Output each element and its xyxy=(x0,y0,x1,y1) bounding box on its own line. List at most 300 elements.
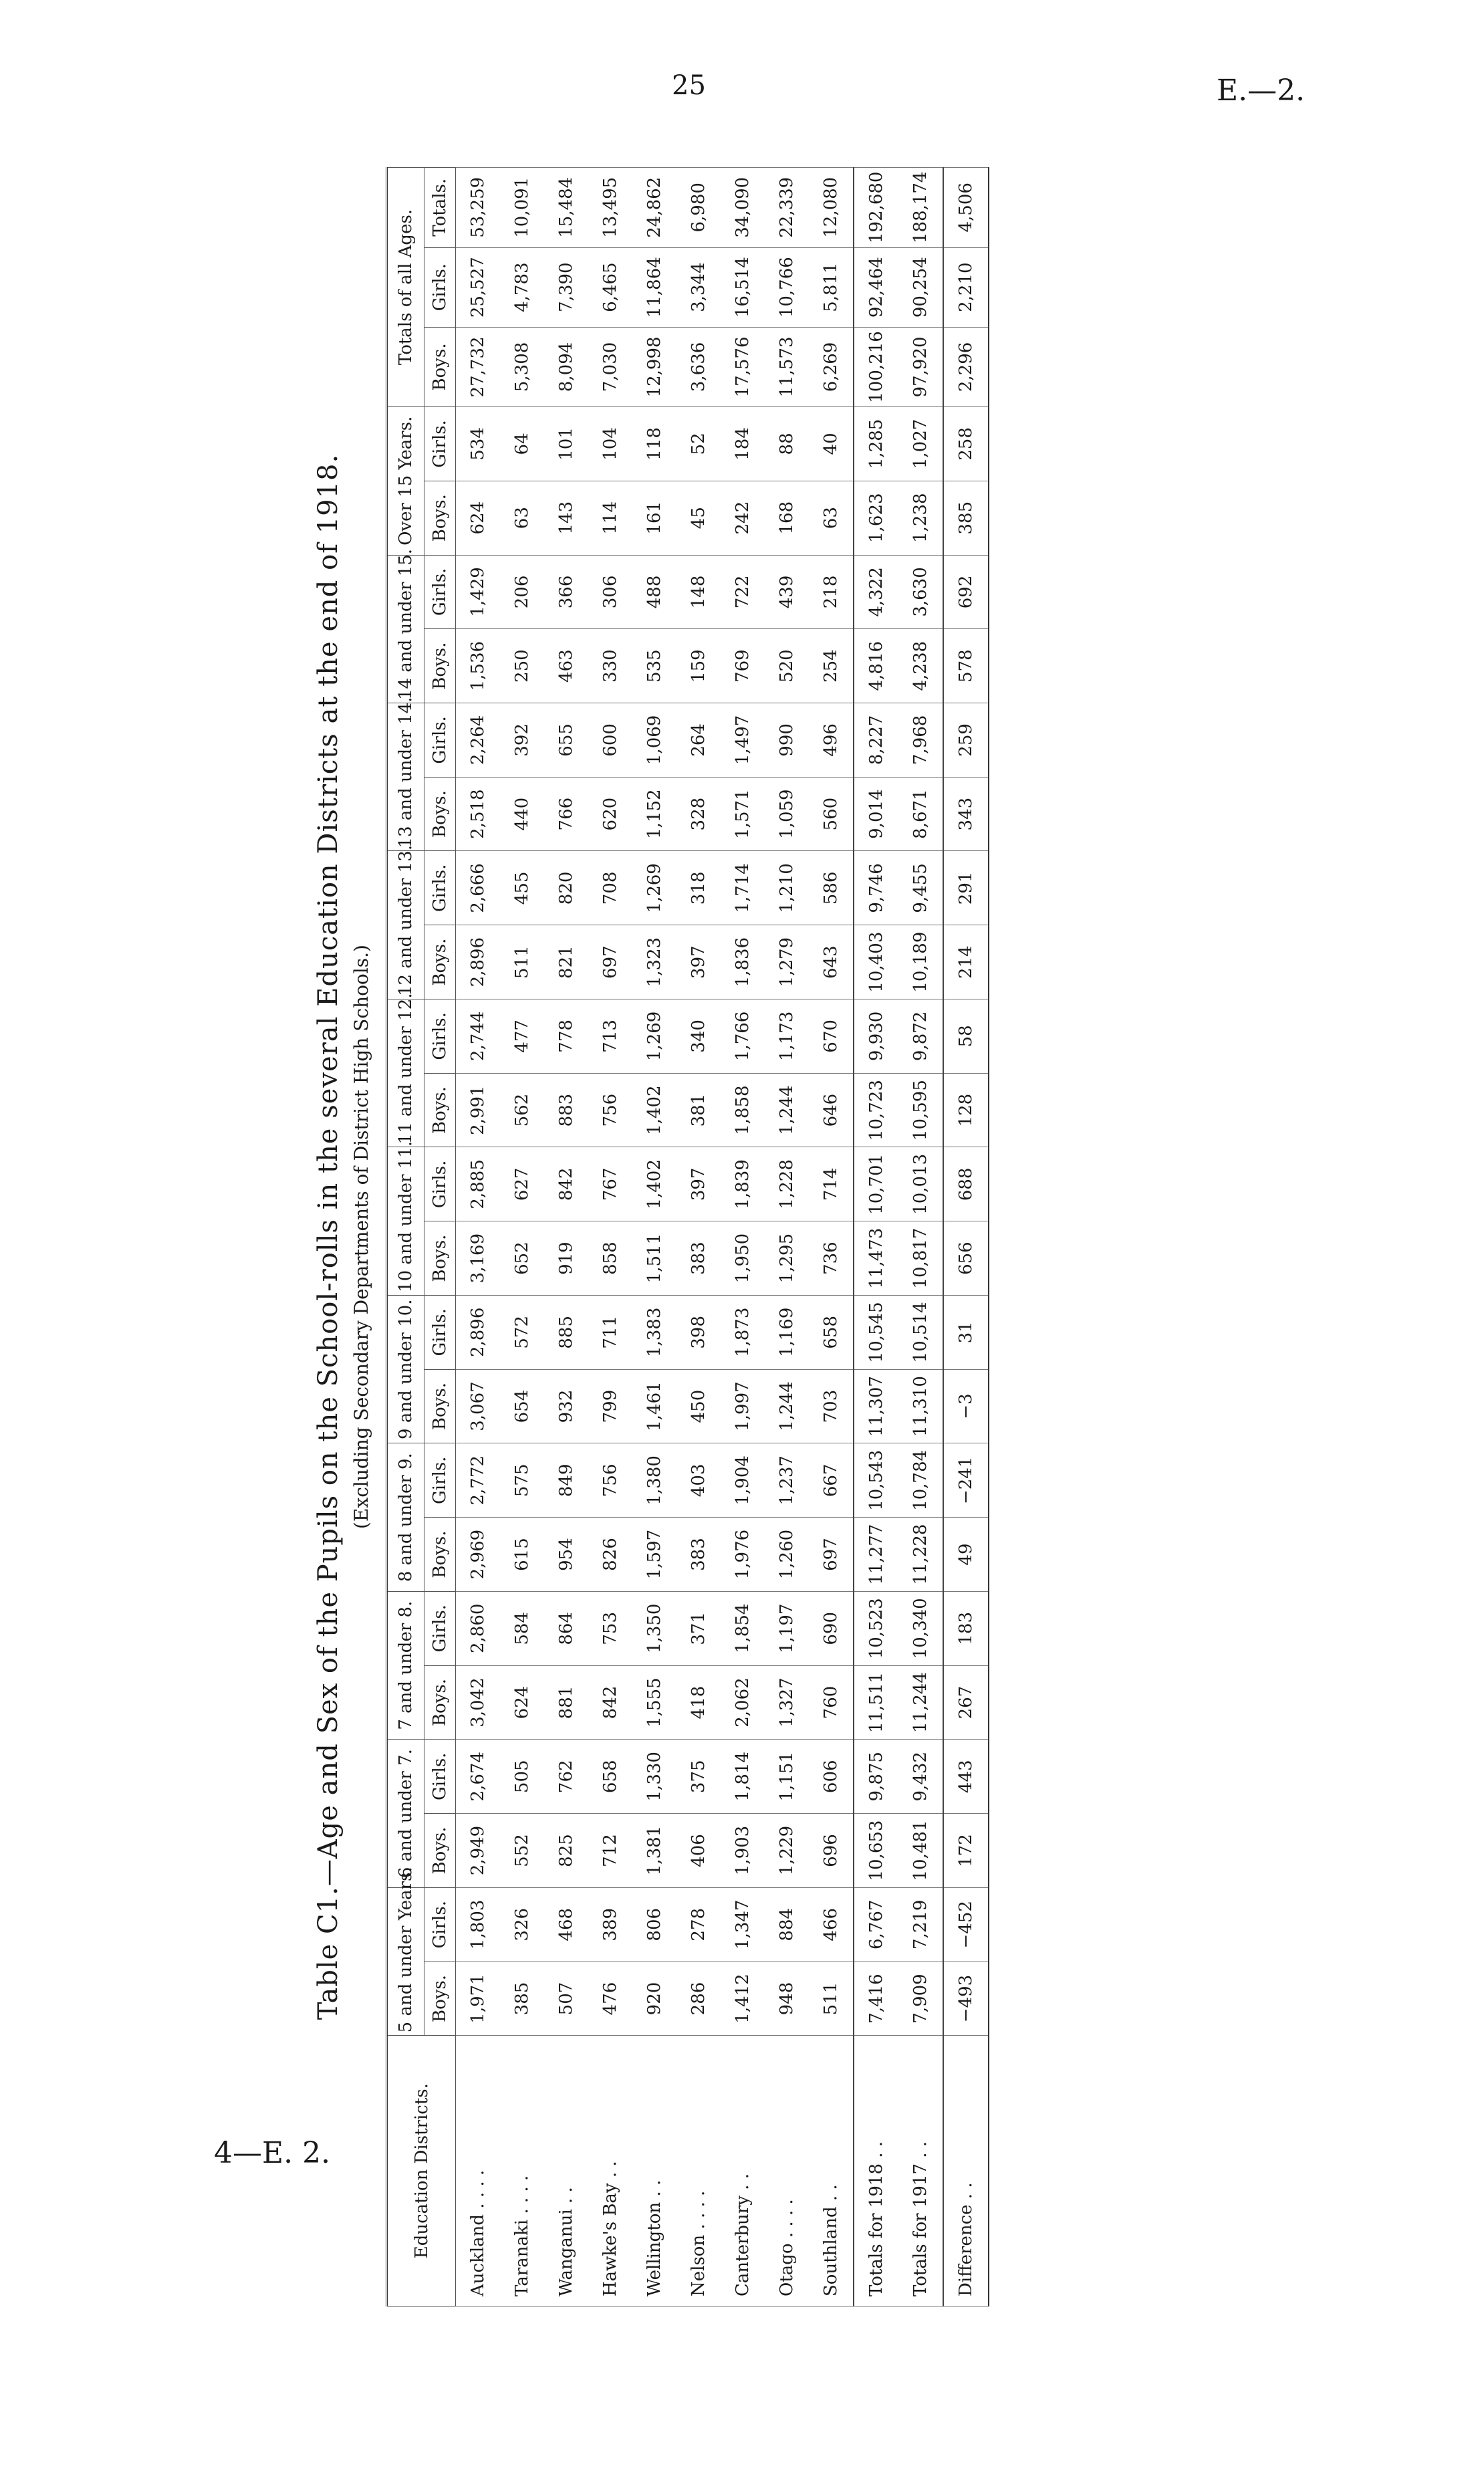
table-cell: 1,971 xyxy=(456,1962,501,2036)
table-cell: 371 xyxy=(676,1591,721,1665)
table-cell: 756 xyxy=(588,1443,632,1518)
table-cell: 806 xyxy=(632,1887,676,1962)
table-cell: 267 xyxy=(943,1665,989,1740)
table-cell: 1,330 xyxy=(632,1740,676,1814)
table-cell: 2,969 xyxy=(456,1518,501,1592)
age-group-header: 5 and under Years. xyxy=(387,1887,424,2035)
table-cell: 849 xyxy=(544,1443,588,1518)
girls-header: Girls. xyxy=(424,247,456,327)
table-cell: 63 xyxy=(809,481,854,555)
table-cell: 214 xyxy=(943,925,989,999)
table-cell: 670 xyxy=(809,999,854,1073)
table-cell: 25,527 xyxy=(456,247,501,327)
table-cell: 2,896 xyxy=(456,925,501,999)
table-row xyxy=(676,168,721,2306)
table-cell: 3,042 xyxy=(456,1665,501,1740)
district-name: Otago . . . . xyxy=(765,2036,809,2306)
table-row xyxy=(500,168,544,2306)
age-group-header: Totals of all Ages. xyxy=(387,168,424,407)
table-cell: 3,630 xyxy=(898,555,943,629)
table-cell: 9,014 xyxy=(854,777,898,851)
table-cell: 10,189 xyxy=(898,925,943,999)
table-cell: 22,339 xyxy=(765,168,809,248)
table-cell: 10,091 xyxy=(500,168,544,248)
girls-header: Girls. xyxy=(424,1591,456,1665)
girls-header: Girls. xyxy=(424,703,456,778)
table-cell: 11,277 xyxy=(854,1518,898,1592)
table-cell: 1,429 xyxy=(456,555,501,629)
age-group-header: 10 and under 11. xyxy=(387,1147,424,1295)
table-cell: 218 xyxy=(809,555,854,629)
table-cell: 3,344 xyxy=(676,247,721,327)
table-cell: 159 xyxy=(676,629,721,703)
age-group-header: 14 and under 15. xyxy=(387,555,424,703)
table-cell: 1,854 xyxy=(721,1591,765,1665)
table-cell: 1,381 xyxy=(632,1814,676,1888)
table-cell: 1,238 xyxy=(898,481,943,555)
table-cell: 13,495 xyxy=(588,168,632,248)
table-cell: 11,864 xyxy=(632,247,676,327)
table-cell: 443 xyxy=(943,1740,989,1814)
table-cell: 11,573 xyxy=(765,327,809,406)
boys-header: Boys. xyxy=(424,629,456,703)
table-cell: 826 xyxy=(588,1518,632,1592)
table-cell: 2,991 xyxy=(456,1073,501,1147)
table-cell: 250 xyxy=(500,629,544,703)
table-cell: 15,484 xyxy=(544,168,588,248)
table-cell: 188,174 xyxy=(898,168,943,248)
table-cell: 11,307 xyxy=(854,1369,898,1443)
table-cell: 11,228 xyxy=(898,1518,943,1592)
table-cell: 658 xyxy=(809,1295,854,1369)
table-cell: 254 xyxy=(809,629,854,703)
table-row xyxy=(721,168,765,2306)
table-cell: 1,536 xyxy=(456,629,501,703)
table-cell: 842 xyxy=(544,1147,588,1221)
table-cell: 885 xyxy=(544,1295,588,1369)
table-cell: 318 xyxy=(676,851,721,925)
table-cell: 534 xyxy=(456,407,501,481)
table-cell: 1,571 xyxy=(721,777,765,851)
table-cell: 646 xyxy=(809,1073,854,1147)
table-cell: 450 xyxy=(676,1369,721,1443)
table-cell: 1,997 xyxy=(721,1369,765,1443)
table-cell: 736 xyxy=(809,1221,854,1296)
table-cell: 1,839 xyxy=(721,1147,765,1221)
table-cell: 52 xyxy=(676,407,721,481)
age-group-header: 11 and under 12. xyxy=(387,999,424,1147)
table-cell: 864 xyxy=(544,1591,588,1665)
table-cell: 692 xyxy=(943,555,989,629)
district-name: Totals for 1917 . . xyxy=(898,2036,943,2306)
table-cell: 49 xyxy=(943,1518,989,1592)
table-cell: 10,013 xyxy=(898,1147,943,1221)
table-cell: 403 xyxy=(676,1443,721,1518)
table-cell: 6,767 xyxy=(854,1887,898,1962)
table-cell: 2,062 xyxy=(721,1665,765,1740)
table-cell: 27,732 xyxy=(456,327,501,406)
age-group-header: 6 and under 7. xyxy=(387,1740,424,1887)
table-cell: 4,816 xyxy=(854,629,898,703)
page-number: 25 xyxy=(672,70,706,101)
table-cell: 9,455 xyxy=(898,851,943,925)
table-cell: 183 xyxy=(943,1591,989,1665)
table-cell: 954 xyxy=(544,1518,588,1592)
table-cell: 114 xyxy=(588,481,632,555)
district-name: Canterbury . . xyxy=(721,2036,765,2306)
table-cell: 389 xyxy=(588,1887,632,1962)
table-cell: 1,714 xyxy=(721,851,765,925)
table-cell: 1,151 xyxy=(765,1740,809,1814)
table-cell: 118 xyxy=(632,407,676,481)
table-cell: 398 xyxy=(676,1295,721,1369)
table-cell: 11,473 xyxy=(854,1221,898,1296)
table-cell: 760 xyxy=(809,1665,854,1740)
page-reference: E.—2. xyxy=(1217,74,1306,108)
boys-header: Boys. xyxy=(424,1221,456,1296)
girls-header: Girls. xyxy=(424,1887,456,1962)
table-cell: 4,322 xyxy=(854,555,898,629)
table-cell: 286 xyxy=(676,1962,721,2036)
table-cell: 658 xyxy=(588,1740,632,1814)
table-cell: 624 xyxy=(500,1665,544,1740)
district-name: Southland . . xyxy=(809,2036,854,2306)
table-cell: 615 xyxy=(500,1518,544,1592)
boys-header: Boys. xyxy=(424,1073,456,1147)
table-cell: 624 xyxy=(456,481,501,555)
boys-header: Boys. xyxy=(424,1665,456,1740)
table-cell: 488 xyxy=(632,555,676,629)
table-cell: 1,597 xyxy=(632,1518,676,1592)
table-cell: −241 xyxy=(943,1443,989,1518)
table-cell: 562 xyxy=(500,1073,544,1147)
table-cell: 560 xyxy=(809,777,854,851)
district-name: Auckland . . . . xyxy=(456,2036,501,2306)
table-cell: 3,067 xyxy=(456,1369,501,1443)
table-cell: 128 xyxy=(943,1073,989,1147)
table-cell: −452 xyxy=(943,1887,989,1962)
district-name: Taranaki . . . . xyxy=(500,2036,544,2306)
girls-header: Girls. xyxy=(424,1147,456,1221)
table-cell: 340 xyxy=(676,999,721,1073)
table-cell: 143 xyxy=(544,481,588,555)
table-cell: 12,080 xyxy=(809,168,854,248)
table-cell: 2,674 xyxy=(456,1740,501,1814)
table-cell: 1,295 xyxy=(765,1221,809,1296)
girls-header: Girls. xyxy=(424,851,456,925)
table-cell: 511 xyxy=(809,1962,854,2036)
table-cell: 1,380 xyxy=(632,1443,676,1518)
district-name: Wellington . . xyxy=(632,2036,676,2306)
table-cell: 703 xyxy=(809,1369,854,1443)
table-cell: 1,260 xyxy=(765,1518,809,1592)
table-cell: 24,862 xyxy=(632,168,676,248)
boys-header: Boys. xyxy=(424,1814,456,1888)
table-cell: 1,555 xyxy=(632,1665,676,1740)
table-body xyxy=(456,168,989,2306)
rotated-table-block xyxy=(301,107,1103,2367)
table-cell: 1,285 xyxy=(854,407,898,481)
table-cell: 8,094 xyxy=(544,327,588,406)
table-cell: 328 xyxy=(676,777,721,851)
table-cell: 600 xyxy=(588,703,632,778)
table-cell: 31 xyxy=(943,1295,989,1369)
table-cell: 505 xyxy=(500,1740,544,1814)
table-cell: 1,350 xyxy=(632,1591,676,1665)
table-cell: 385 xyxy=(500,1962,544,2036)
table-cell: 1,814 xyxy=(721,1740,765,1814)
table-row xyxy=(544,168,588,2306)
table-cell: 148 xyxy=(676,555,721,629)
district-name: Nelson . . . . xyxy=(676,2036,721,2306)
table-cell: 1,497 xyxy=(721,703,765,778)
table-cell: 2,210 xyxy=(943,247,989,327)
table-cell: −493 xyxy=(943,1962,989,2036)
table-cell: 1,210 xyxy=(765,851,809,925)
table-cell: 10,403 xyxy=(854,925,898,999)
table-cell: 278 xyxy=(676,1887,721,1962)
table-cell: 259 xyxy=(943,703,989,778)
table-cell: 2,744 xyxy=(456,999,501,1073)
table-cell: 1,173 xyxy=(765,999,809,1073)
table-cell: 40 xyxy=(809,407,854,481)
table-cell: 11,511 xyxy=(854,1665,898,1740)
table-cell: 4,238 xyxy=(898,629,943,703)
table-cell: 990 xyxy=(765,703,809,778)
school-roll-table xyxy=(386,167,989,2306)
table-cell: 397 xyxy=(676,1147,721,1221)
table-cell: 766 xyxy=(544,777,588,851)
table-cell: 667 xyxy=(809,1443,854,1518)
table-cell: 883 xyxy=(544,1073,588,1147)
table-cell: 8,227 xyxy=(854,703,898,778)
table-row xyxy=(809,168,854,2306)
table-cell: 53,259 xyxy=(456,168,501,248)
table-cell: 258 xyxy=(943,407,989,481)
table-cell: 572 xyxy=(500,1295,544,1369)
girls-header: Girls. xyxy=(424,1443,456,1518)
table-cell: 520 xyxy=(765,629,809,703)
table-cell: 688 xyxy=(943,1147,989,1221)
table-cell: 1,383 xyxy=(632,1295,676,1369)
table-cell: 1,976 xyxy=(721,1518,765,1592)
table-cell: 1,623 xyxy=(854,481,898,555)
table-cell: 326 xyxy=(500,1887,544,1962)
table-cell: 10,545 xyxy=(854,1295,898,1369)
table-cell: 1,950 xyxy=(721,1221,765,1296)
table-cell: 206 xyxy=(500,555,544,629)
table-cell: 1,244 xyxy=(765,1369,809,1443)
table-cell: 714 xyxy=(809,1147,854,1221)
table-cell: 455 xyxy=(500,851,544,925)
table-cell: 397 xyxy=(676,925,721,999)
table-cell: 2,296 xyxy=(943,327,989,406)
table-cell: 4,783 xyxy=(500,247,544,327)
table-cell: 1,904 xyxy=(721,1443,765,1518)
table-cell: 161 xyxy=(632,481,676,555)
age-group-header: 7 and under 8. xyxy=(387,1591,424,1739)
table-cell: 10,766 xyxy=(765,247,809,327)
table-cell: 466 xyxy=(809,1887,854,1962)
table-cell: 383 xyxy=(676,1518,721,1592)
table-cell: 575 xyxy=(500,1443,544,1518)
table-cell: 620 xyxy=(588,777,632,851)
table-cell: 1,152 xyxy=(632,777,676,851)
table-cell: 9,872 xyxy=(898,999,943,1073)
table-cell: 1,229 xyxy=(765,1814,809,1888)
table-cell: 2,885 xyxy=(456,1147,501,1221)
table-cell: 712 xyxy=(588,1814,632,1888)
table-cell: 858 xyxy=(588,1221,632,1296)
district-name: Wanganui . . xyxy=(544,2036,588,2306)
table-cell: 7,909 xyxy=(898,1962,943,2036)
table-cell: 643 xyxy=(809,925,854,999)
table-cell: 696 xyxy=(809,1814,854,1888)
table-cell: 168 xyxy=(765,481,809,555)
table-cell: 654 xyxy=(500,1369,544,1443)
table-cell: 2,772 xyxy=(456,1443,501,1518)
table-cell: 476 xyxy=(588,1962,632,2036)
table-cell: 1,269 xyxy=(632,999,676,1073)
table-cell: 1,766 xyxy=(721,999,765,1073)
table-cell: 535 xyxy=(632,629,676,703)
table-cell: 1,059 xyxy=(765,777,809,851)
table-cell: 1,402 xyxy=(632,1147,676,1221)
table-cell: 2,666 xyxy=(456,851,501,925)
table-cell: 97,920 xyxy=(898,327,943,406)
table-cell: 881 xyxy=(544,1665,588,1740)
table-cell: 7,968 xyxy=(898,703,943,778)
table-cell: 1,461 xyxy=(632,1369,676,1443)
table-cell: 7,030 xyxy=(588,327,632,406)
table-cell: 375 xyxy=(676,1740,721,1814)
boys-header: Boys. xyxy=(424,1962,456,2036)
table-cell: 1,858 xyxy=(721,1073,765,1147)
header-group-row xyxy=(387,168,424,2306)
table-subtitle: (Excluding Secondary Departments of District High Schools.) xyxy=(350,945,372,1529)
table-cell: 10,523 xyxy=(854,1591,898,1665)
table-cell: 1,027 xyxy=(898,407,943,481)
table-cell: 9,432 xyxy=(898,1740,943,1814)
table-cell: 16,514 xyxy=(721,247,765,327)
boys-header: Boys. xyxy=(424,327,456,406)
table-cell: 10,784 xyxy=(898,1443,943,1518)
table-cell: 3,169 xyxy=(456,1221,501,1296)
table-cell: 713 xyxy=(588,999,632,1073)
table-title: Table C1.—Age and Sex of the Pupils on the School-rolls in the several Education Districts at the end of 1918. xyxy=(313,453,344,2020)
district-name: Hawke's Bay . . xyxy=(588,2036,632,2306)
table-cell: 2,896 xyxy=(456,1295,501,1369)
table-cell: 64 xyxy=(500,407,544,481)
table-cell: 2,949 xyxy=(456,1814,501,1888)
table-cell: 63 xyxy=(500,481,544,555)
table-cell: 418 xyxy=(676,1665,721,1740)
table-cell: 762 xyxy=(544,1740,588,1814)
table-cell: 1,279 xyxy=(765,925,809,999)
table-cell: 330 xyxy=(588,629,632,703)
table-cell: 90,254 xyxy=(898,247,943,327)
table-cell: 385 xyxy=(943,481,989,555)
table-cell: 655 xyxy=(544,703,588,778)
table-cell: 948 xyxy=(765,1962,809,2036)
table-cell: 697 xyxy=(809,1518,854,1592)
table-cell: 9,746 xyxy=(854,851,898,925)
table-cell: 306 xyxy=(588,555,632,629)
boys-header: Boys. xyxy=(424,481,456,555)
table-cell: 1,197 xyxy=(765,1591,809,1665)
table-cell: 10,595 xyxy=(898,1073,943,1147)
age-group-header: 8 and under 9. xyxy=(387,1443,424,1591)
table-cell: 1,069 xyxy=(632,703,676,778)
table-cell: 1,237 xyxy=(765,1443,809,1518)
table-cell: 690 xyxy=(809,1591,854,1665)
table-cell: 552 xyxy=(500,1814,544,1888)
table-cell: 10,543 xyxy=(854,1443,898,1518)
table-cell: 627 xyxy=(500,1147,544,1221)
table-cell: 8,671 xyxy=(898,777,943,851)
table-cell: 34,090 xyxy=(721,168,765,248)
table-row xyxy=(632,168,676,2306)
table-cell: 92,464 xyxy=(854,247,898,327)
table-cell: 920 xyxy=(632,1962,676,2036)
table-cell: 1,269 xyxy=(632,851,676,925)
table-cell: 1,511 xyxy=(632,1221,676,1296)
table-cell: 1,327 xyxy=(765,1665,809,1740)
district-name: Difference . . xyxy=(943,2036,989,2306)
table-cell: 799 xyxy=(588,1369,632,1443)
table-cell: 88 xyxy=(765,407,809,481)
table-cell: 2,518 xyxy=(456,777,501,851)
table-cell: 511 xyxy=(500,925,544,999)
table-cell: 1,903 xyxy=(721,1814,765,1888)
table-cell: 697 xyxy=(588,925,632,999)
header-sub-row xyxy=(424,168,456,2306)
table-cell: 708 xyxy=(588,851,632,925)
table-cell: 101 xyxy=(544,407,588,481)
table-cell: 586 xyxy=(809,851,854,925)
district-name: Totals for 1918 . . xyxy=(854,2036,898,2306)
table-cell: 10,723 xyxy=(854,1073,898,1147)
table-cell: 1,244 xyxy=(765,1073,809,1147)
table-cell: 1,228 xyxy=(765,1147,809,1221)
table-cell: 1,412 xyxy=(721,1962,765,2036)
girls-header: Girls. xyxy=(424,1740,456,1814)
table-cell: 767 xyxy=(588,1147,632,1221)
table-cell: 463 xyxy=(544,629,588,703)
district-header: Education Districts. xyxy=(387,2036,456,2306)
table-cell: 17,576 xyxy=(721,327,765,406)
table-cell: 778 xyxy=(544,999,588,1073)
totals-header: Totals. xyxy=(424,168,456,248)
table-cell: 7,219 xyxy=(898,1887,943,1962)
table-row xyxy=(898,168,943,2306)
table-cell: 468 xyxy=(544,1887,588,1962)
girls-header: Girls. xyxy=(424,407,456,481)
table-cell: 769 xyxy=(721,629,765,703)
age-group-header: 13 and under 14. xyxy=(387,703,424,851)
table-cell: 381 xyxy=(676,1073,721,1147)
table-cell: 9,930 xyxy=(854,999,898,1073)
table-cell: 406 xyxy=(676,1814,721,1888)
table-cell: 496 xyxy=(809,703,854,778)
table-cell: 45 xyxy=(676,481,721,555)
table-cell: 100,216 xyxy=(854,327,898,406)
table-cell: 10,481 xyxy=(898,1814,943,1888)
table-cell: 11,310 xyxy=(898,1369,943,1443)
table-cell: 842 xyxy=(588,1665,632,1740)
girls-header: Girls. xyxy=(424,555,456,629)
table-cell: 392 xyxy=(500,703,544,778)
